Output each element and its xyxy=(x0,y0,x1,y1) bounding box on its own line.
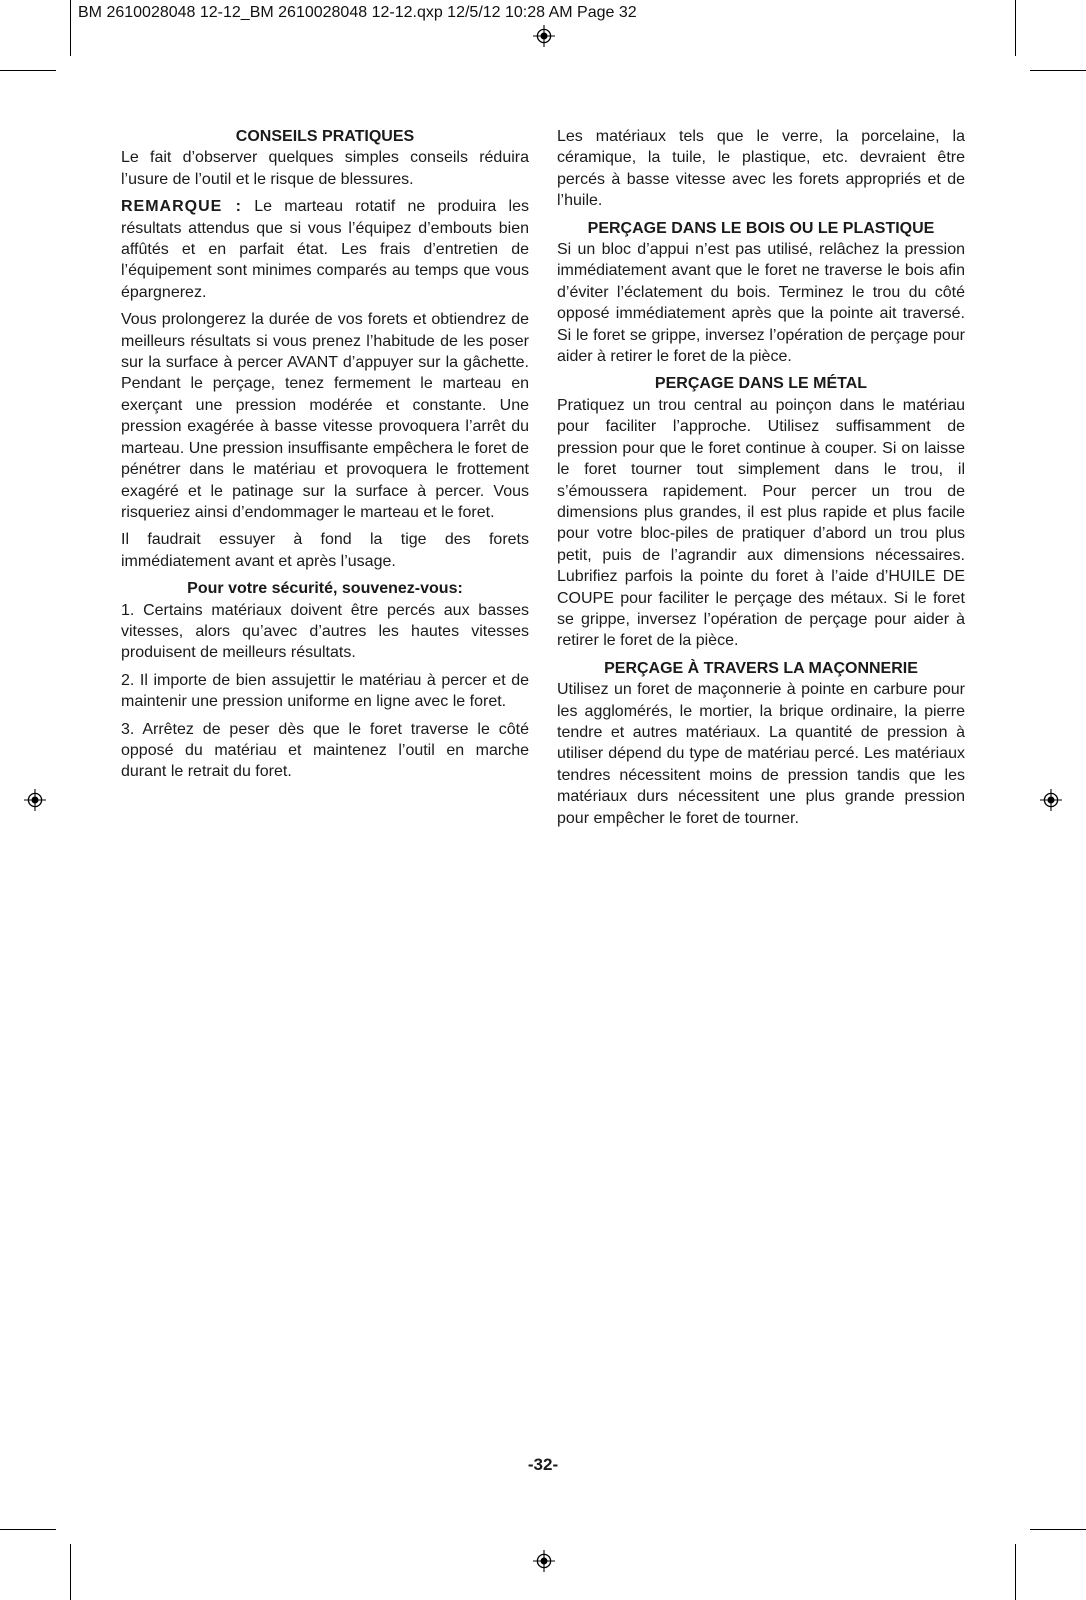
left-column xyxy=(121,126,529,789)
paragraph-materiaux: Les matériaux tels que le verre, la porcelaine, la céramique, la tuile, le plastique, etc. devraient être percés à basse vitesse avec les forets appropriés et de l’huile. xyxy=(557,128,965,210)
registration-mark-top-icon xyxy=(533,25,555,47)
print-slug-line: BM 2610028048 12-12_BM 2610028048 12-12.qxp 12/5/12 10:28 AM Page 32 xyxy=(78,4,637,21)
list-item-1: 1. Certains matériaux doivent être percés aux basses vitesses, alors qu’avec d’autres les hautes vitesses produisent de meilleurs résultats. xyxy=(121,601,529,662)
crop-mark-top-left-horizontal xyxy=(0,70,56,71)
crop-mark-top-right-vertical xyxy=(1015,0,1016,56)
paragraph-maconnerie: Utilisez un foret de maçonnerie à pointe en carbure pour les agglomérés, le mortier, la brique ordinaire, la pierre tendre et autres matériaux. La quantité de pression à utiliser dépend du type de matériau percé. Les matériaux tendres nécessitent moins de pression tandis que les matériaux durs nécessitent une plus grande pression pour empêcher le foret de tourner. xyxy=(557,681,965,827)
list-item-3: 3. Arrêtez de peser dès que le foret traverse le côté opposé du matériau et maintenez l’outil en marche durant le retrait du foret. xyxy=(121,720,529,781)
heading-securite: Pour votre sécurité, souvenez-vous: xyxy=(187,580,463,598)
crop-mark-bottom-right-horizontal xyxy=(1030,1529,1086,1530)
paragraph-bois: Si un bloc d’appui n’est pas utilisé, relâchez la pression immédiatement avant que le foret ne traverse le bois afin d’éviter l’éclatement du bois. Terminez le trou du côté opposé immédiatement après que la pointe ait traversé. Si le foret se grippe, inversez l’opération de perçage pour aider à retirer le foret de la pièce. xyxy=(557,241,965,366)
registration-mark-left-icon xyxy=(24,789,46,811)
registration-mark-bottom-icon xyxy=(533,1550,555,1572)
paragraph-remarque xyxy=(121,196,529,303)
heading-percage-bois: PERÇAGE DANS LE BOIS OU LE PLASTIQUE xyxy=(587,219,935,237)
heading-percage-maconnerie: PERÇAGE À TRAVERS LA MAÇONNERIE xyxy=(604,659,918,677)
crop-mark-top-right-horizontal xyxy=(1030,70,1086,71)
remarque-label: REMARQUE : xyxy=(121,198,242,216)
right-column xyxy=(557,126,965,835)
paragraph-prolongerez: Vous prolongerez la durée de vos forets et obtiendrez de meilleurs résultats si vous prenez l’habitude de les poser sur la surface à percer AVANT d’appuyer sur la gâchette. Pendant le perçage, tenez fermement le marteau en exerçant une pression modérée et constante. Une pression exagérée à basse vitesse provoquera l’arrêt du marteau. Une pression insuffisante empêchera le foret de pénétrer dans le matériau et provoquera le frottement exagéré et le patinage sur la surface à percer. Vous risqueriez ainsi d’endommager le marteau et le foret. xyxy=(121,311,529,521)
remarque-text: Le marteau rotatif ne produira les résultats attendus que si vous l’équipez d’embouts bien affûtés et en parfait état. Les frais d’entretien de l’équipement sont minimes comparés au temps que vous épargnerez. xyxy=(121,198,529,301)
crop-mark-top-left-vertical xyxy=(70,0,71,56)
page-number: -32- xyxy=(527,1455,559,1474)
paragraph-essuyer: Il faudrait essuyer à fond la tige des forets immédiatement avant et après l’usage. xyxy=(121,531,529,570)
crop-mark-bottom-left-horizontal xyxy=(0,1529,56,1530)
heading-conseils-pratiques: CONSEILS PRATIQUES xyxy=(235,128,415,145)
heading-percage-metal: PERÇAGE DANS LE MÉTAL xyxy=(654,375,868,393)
paragraph-metal: Pratiquez un trou central au poinçon dans le matériau pour faciliter l’approche. Utilisez suffisamment de pression pour que le foret continue à couper. Si on laisse le foret tourner tout simplement dans le trou, il s’émoussera rapidement. Pour percer un trou de dimensions plus grandes, il est plus rapide et plus facile pour votre bloc-piles de pratiquer d’abord un trou plus petit, puis de l’agrandir aux dimensions nécessaires. Lubrifiez parfois la pointe du foret à l’aide d’HUILE DE COUPE pour faciliter le perçage des métaux. Si le foret se grippe, inversez l’opération de perçage pour aider à retirer le foret de la pièce. xyxy=(557,396,965,650)
crop-mark-bottom-right-vertical xyxy=(1015,1544,1016,1600)
list-item-2: 2. Il importe de bien assujettir le matériau à percer et de maintenir une pression uniforme en ligne avec le foret. xyxy=(121,671,529,711)
registration-mark-right-icon xyxy=(1040,789,1062,811)
crop-mark-bottom-left-vertical xyxy=(70,1544,71,1600)
paragraph-conseils: Le fait d’observer quelques simples conseils réduira l’usure de l’outil et le risque de blessures. xyxy=(121,149,529,188)
